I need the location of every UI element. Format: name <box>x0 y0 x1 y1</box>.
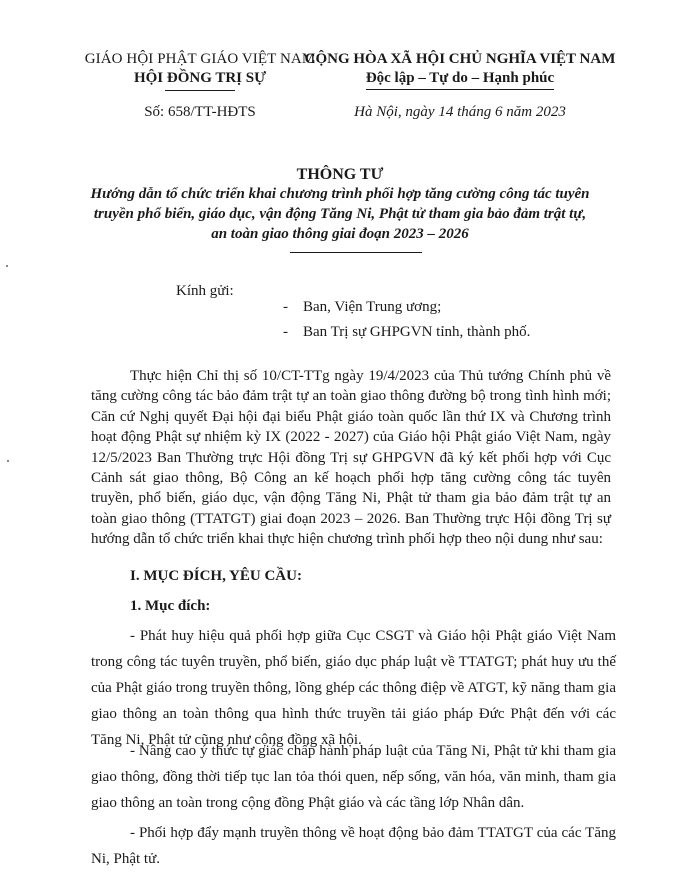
recipient-text: Ban Trị sự GHPGVN tỉnh, thành phố. <box>303 324 531 340</box>
org-name: GIÁO HỘI PHẬT GIÁO VIỆT NAM <box>84 51 316 67</box>
subsection-heading: 1. Mục đích: <box>130 598 211 614</box>
section-heading: I. MỤC ĐÍCH, YÊU CẦU: <box>130 568 302 584</box>
motto: Độc lập – Tự do – Hạnh phúc <box>366 69 554 90</box>
issue-date: Hà Nội, ngày 14 tháng 6 năm 2023 <box>354 104 566 120</box>
issuer-divider <box>165 90 235 91</box>
recipient-text: Ban, Viện Trung ương; <box>303 299 442 315</box>
issuer-block <box>80 50 320 91</box>
purpose-item: - Phối hợp đẩy mạnh truyền thông về hoạt động bảo đảm TTATGT của các Tăng Ni, Phật tử. <box>91 825 616 867</box>
intro-paragraph: Thực hiện Chỉ thị số 10/CT-TTg ngày 19/4/2023 của Thủ tướng Chính phủ về tăng cường công tác bảo đảm trật tự an toàn giao thông đường bộ trong tình hình mới; Căn cứ Nghị quyết Đại hội đại biểu Phật giáo toàn quốc lần thứ IX và Chương trình hoạt động Phật sự nhiệm kỳ IX (2022 - 2027) của Giáo hội Phật giáo Việt Nam, ngày 12/5/2023 Ban Thường trực Hội đồng Trị sự GHPGVN đã ký kết phối hợp với Cục Cảnh sát giao thông, Bộ Công an kế hoạch phối hợp tăng cường công tác tuyên truyền, phổ biến, giáo dục, vận động Tăng Ni, Phật tử tham gia bảo đảm trật tự an toàn giao thông (TTATGT) giai đoạn 2023 – 2026. Ban Thường trực Hội đồng Trị sự hướng dẫn tổ chức triển khai thực hiện chương trình phối hợp theo nội dung như sau: <box>91 368 611 548</box>
purpose-item: - Phát huy hiệu quả phối hợp giữa Cục CSGT và Giáo hội Phật giáo Việt Nam trong công tác tuyên truyền, phổ biến, giáo dục pháp luật về TTATGT; phát huy ưu thế của Phật giáo trong truyền thông, lồng ghép các thông điệp về ATGT, kỹ năng tham gia giao thông an toàn thông qua hình thức truyền tải giáo pháp Đức Phật đến với các Tăng Ni, Phật tử cũng như cộng đồng xã hội. <box>91 628 616 748</box>
title-divider <box>290 252 422 253</box>
document-subtitle: Hướng dẫn tổ chức triển khai chương trình phối hợp tăng cường công tác tuyên truyền phổ biến, giáo dục, vận động Tăng Ni, Phật tử tham gia bảo đảm trật tự, an toàn giao thông giai đoạn 2023 – 2026 <box>90 186 590 242</box>
purpose-item: - Nâng cao ý thức tự giác chấp hành pháp luật của Tăng Ni, Phật tử khi tham gia giao thông, đồng thời tiếp tục lan tỏa thói quen, nếp sống, văn hóa, văn minh, tham gia giao thông an toàn trong cộng đồng Phật giáo và các tầng lớp Nhân dân. <box>91 743 616 811</box>
scan-speck <box>6 265 8 267</box>
recipient-item: - Ban, Viện Trung ương; <box>283 299 442 315</box>
document-number: Số: 658/TT-HĐTS <box>144 104 256 120</box>
recipient-item: - Ban Trị sự GHPGVN tỉnh, thành phố. <box>283 324 531 340</box>
scan-speck <box>7 460 9 462</box>
nation-block <box>300 50 620 90</box>
nation-name: CỘNG HÒA XÃ HỘI CHỦ NGHĨA VIỆT NAM <box>304 51 616 67</box>
council-name: HỘI ĐỒNG TRỊ SỰ <box>133 70 267 86</box>
greeting: Kính gửi: <box>176 283 234 299</box>
document-title: THÔNG TƯ <box>296 166 384 183</box>
